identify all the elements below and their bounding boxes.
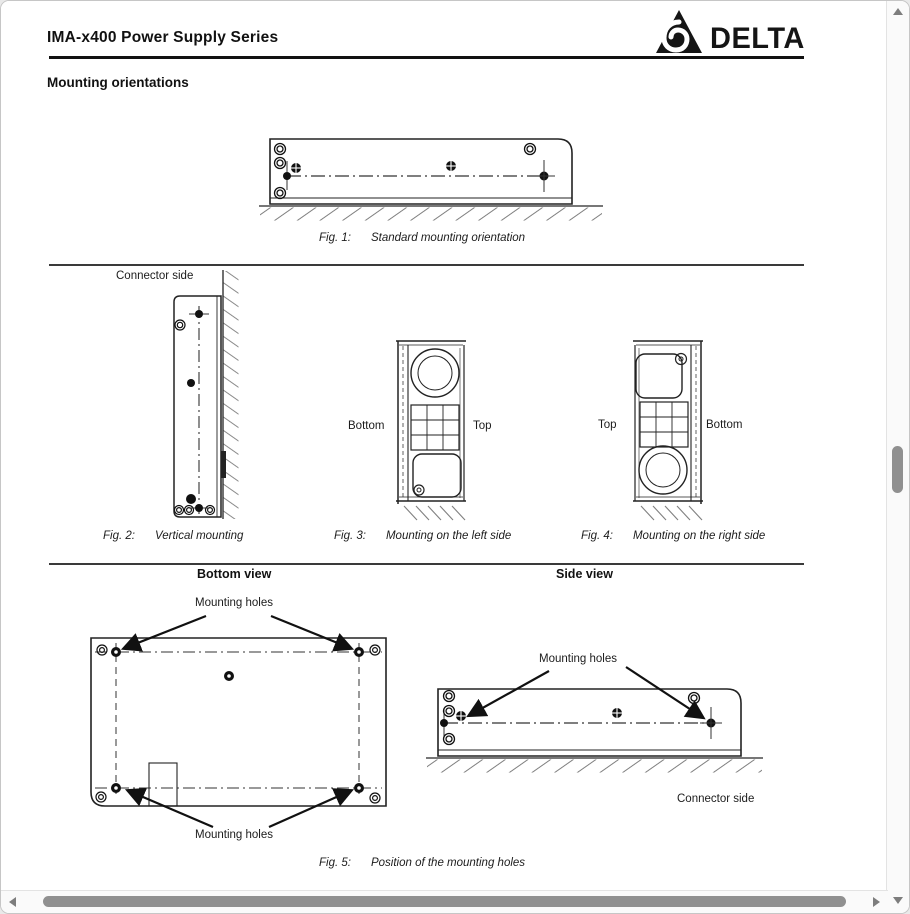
- side-view-heading: Side view: [556, 567, 613, 581]
- fig3-right-label: Top: [473, 420, 492, 432]
- fig2-caption-label: Fig. 2:: [103, 530, 135, 542]
- fig1-caption-text: Standard mounting orientation: [370, 232, 526, 244]
- fig2-caption: [103, 530, 243, 542]
- fig3-caption-label: Fig. 3:: [334, 530, 366, 542]
- header-divider: [49, 56, 804, 59]
- fig5-bottom-view-drawing: [71, 591, 406, 856]
- mounting-holes-label-top: Mounting holes: [195, 597, 273, 609]
- fig4-caption-label: Fig. 4:: [581, 530, 613, 542]
- page-title: IMA-x400 Power Supply Series: [47, 29, 279, 46]
- section-divider-2: [49, 563, 804, 565]
- scroll-down-icon[interactable]: [893, 897, 903, 904]
- delta-wordmark: DELTA: [710, 22, 805, 56]
- fig4-right-label: Bottom: [706, 419, 743, 431]
- bottom-view-heading: Bottom view: [197, 567, 272, 581]
- fig4-caption-text: Mounting on the right side: [632, 530, 766, 542]
- fig2-caption-text: Vertical mounting: [154, 530, 244, 542]
- horizontal-scrollbar-thumb[interactable]: [43, 896, 846, 907]
- fig5-connector-side-label: Connector side: [677, 793, 755, 805]
- vertical-scrollbar[interactable]: [886, 1, 909, 913]
- horizontal-scrollbar[interactable]: [1, 890, 888, 913]
- delta-logo-icon: [655, 9, 703, 54]
- scroll-right-icon[interactable]: [873, 897, 880, 907]
- fig4-caption: [581, 530, 765, 542]
- fig3-caption: [334, 530, 511, 542]
- ground-hatch: [641, 506, 702, 520]
- scroll-left-icon[interactable]: [9, 897, 16, 907]
- section-heading: Mounting orientations: [47, 75, 189, 90]
- fig3-drawing: [386, 334, 476, 524]
- fig5-caption-text: Position of the mounting holes: [370, 857, 526, 869]
- delta-logo: [655, 9, 805, 54]
- mounting-holes-label-bottom: Mounting holes: [195, 829, 273, 841]
- fig3-caption-text: Mounting on the left side: [385, 530, 512, 542]
- fig2-connector-side-label: Connector side: [116, 270, 194, 282]
- ground-hatch: [404, 506, 465, 520]
- fig5-caption: [319, 857, 525, 869]
- fig1-caption-label: Fig. 1:: [319, 232, 351, 244]
- fig5-side-view-drawing: [426, 649, 771, 775]
- document-page: [1, 1, 887, 891]
- vertical-scrollbar-thumb[interactable]: [892, 446, 903, 493]
- fig5-caption-label: Fig. 5:: [319, 857, 351, 869]
- fig2-drawing: [151, 265, 251, 523]
- fig3-left-label: Bottom: [348, 420, 385, 432]
- fig1-drawing: [256, 131, 606, 225]
- mounting-holes-label-side: Mounting holes: [539, 653, 617, 665]
- fig4-drawing: [623, 334, 713, 524]
- fig1-caption: [319, 232, 525, 244]
- fig4-left-label: Top: [598, 419, 617, 431]
- scroll-up-icon[interactable]: [893, 8, 903, 15]
